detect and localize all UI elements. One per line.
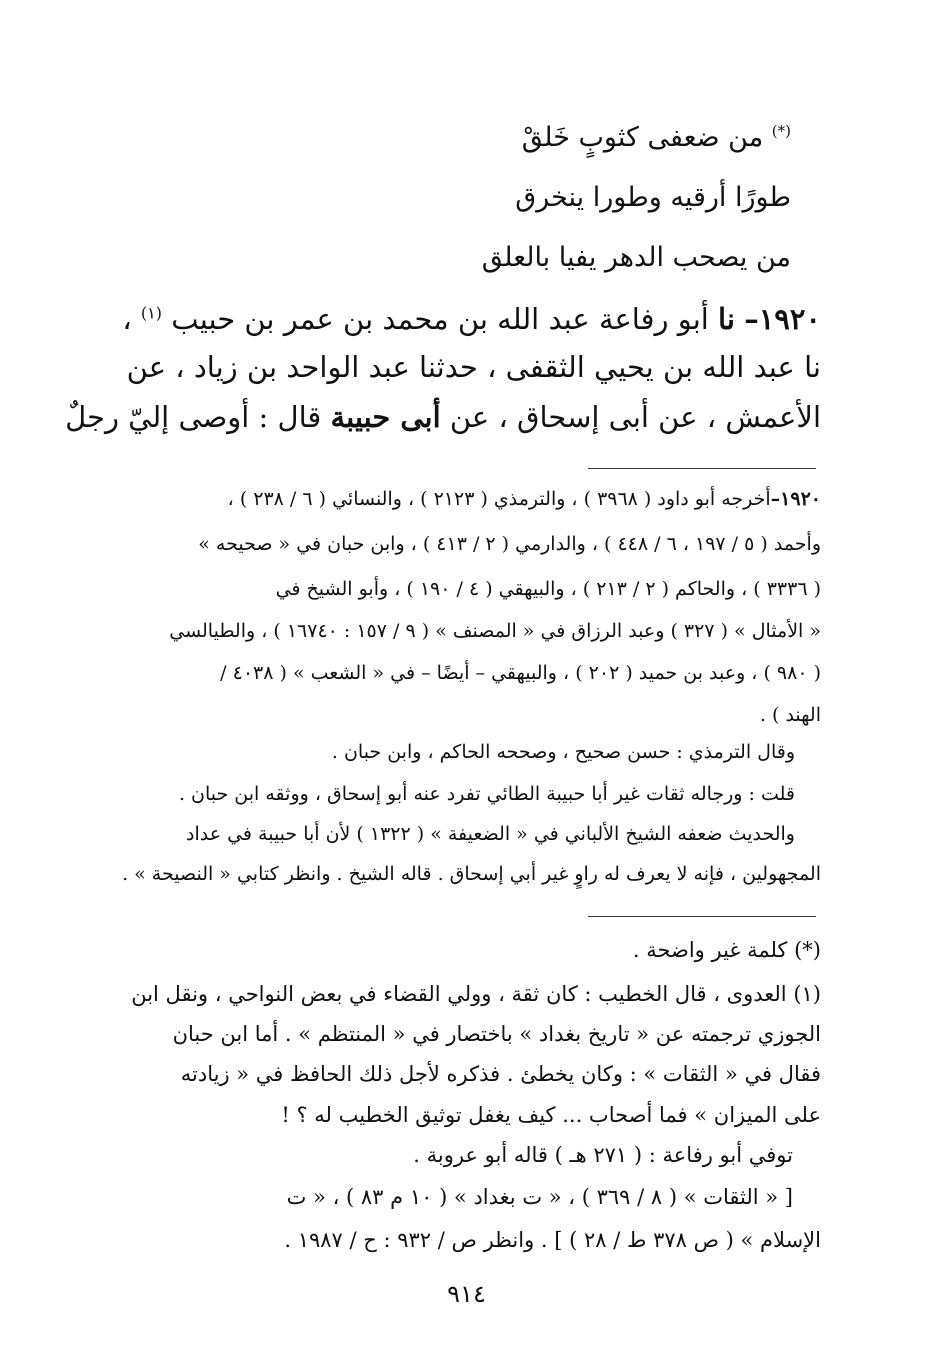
note-one-marker: (١) <box>793 982 821 1006</box>
takhrij-line-10: المجهولين ، فإنه لا يعرف له راوٍ غير أبي إسحاق . قاله الشيخ . وانظر كتابي « النصيحة » . <box>122 863 821 885</box>
note-marker-one: (١) <box>140 303 162 323</box>
takhrij-line-9: والحديث ضعفه الشيخ الألباني في « الضعيفة » ( ١٣٢٢ ) لأن أبا حبيبة في عداد <box>185 823 795 845</box>
note-one-line-4: على الميزان » فما أصحاب ... كيف يغفل توثيق الخطيب له ؟ ! <box>281 1103 821 1127</box>
takhrij-line-5: ( ٩٨٠ ) ، وعبد بن حميد ( ٢٠٢ ) ، والبيهقي – أيضًا – في « الشعب » ( ٤٠٣٨ / <box>220 662 821 684</box>
narrator-name: أبى حبيبة <box>330 400 441 434</box>
note-one-line-3: فقال في « الثقات » : وكان يخطئ . فذكره لأجل ذلك الحافظ في « زيادته <box>180 1062 821 1086</box>
hadith-line-1 <box>122 302 821 336</box>
poem-line-1-text: من ضعفى كثوبٍ خَلقْ <box>521 122 764 153</box>
hadith-lead: نا <box>718 302 735 336</box>
hadith-dash: – <box>744 302 759 336</box>
note-star <box>633 938 821 962</box>
note-one-line-7: الإسلام » ( ص ٣٧٨ ط / ٢٨ ) ] . وانظر ص / ٩٣٢ : ح / ١٩٨٧ . <box>284 1228 821 1252</box>
hadith-line-2: نا عبد الله بن يحيي الثقفى ، حدثنا عبد الواحد بن زياد ، عن <box>126 350 821 384</box>
takhrij-line-8: قلت : ورجاله ثقات غير أبا حبيبة الطائي تفرد عنه أبو إسحاق ، ووثقه ابن حبان . <box>178 783 795 805</box>
note-marker-star: (*) <box>771 122 791 140</box>
hadith-line-3-start: الأعمش ، عن أبى إسحاق ، عن <box>449 400 821 434</box>
hadith-line-3 <box>65 400 821 434</box>
poem-line-1 <box>522 122 791 153</box>
page-number: ٩١٤ <box>447 1280 486 1308</box>
note-star-text: كلمة غير واضحة . <box>632 938 788 962</box>
takhrij-line-7: وقال الترمذي : حسن صحيح ، وصححه الحاكم ، وابن حبان . <box>331 741 795 763</box>
poem-line-2: طورًا أرقيه وطورا ينخرق <box>515 182 791 213</box>
takhrij-line-3: ( ٣٣٣٦ ) ، والحاكم ( ٢ / ٢١٣ ) ، والبيهقي ( ٤ / ١٩٠ ) ، وأبو الشيخ في <box>275 578 821 600</box>
note-star-marker: (*) <box>794 938 821 962</box>
note-one-line-1 <box>131 982 821 1006</box>
hadith-number: ١٩٢٠ <box>758 302 821 336</box>
takhrij-lead: ١٩٢٠– <box>770 488 821 510</box>
takhrij-line-2: وأحمد ( ٥ / ١٩٧ ، ٦ / ٤٤٨ ) ، والدارمي ( ٢ / ٤١٣ ) ، وابن حبان في « صحيحه » <box>198 533 821 555</box>
hadith-line-1-text: أبو رفاعة عبد الله بن محمد بن عمر بن حبيب <box>171 302 709 336</box>
takhrij-line-6: الهند ) . <box>759 704 821 726</box>
poem-line-3: من يصحب الدهر يفيا بالعلق <box>481 242 791 273</box>
hadith-line-1-end: ، <box>122 302 132 336</box>
notes-divider <box>588 916 816 917</box>
note-one-line-2: الجوزي ترجمته عن « تاريخ بغداد » باختصار في « المنتظم » . أما ابن حبان <box>172 1022 821 1046</box>
takhrij-line-1 <box>228 488 821 510</box>
note-one-line-6: [ « الثقات » ( ٨ / ٣٦٩ ) ، « ت بغداد » ( ١٠ م ٨٣ ) ، « ت <box>286 1185 793 1209</box>
note-one-line-5: توفي أبو رفاعة : ( ٢٧١ هـ ) قاله أبو عروبة . <box>413 1143 793 1167</box>
note-one-text: العدوى ، قال الخطيب : كان ثقة ، وولي القضاء في بعض النواحي ، ونقل ابن <box>131 982 787 1006</box>
takhrij-line-1-text: أخرجه أبو داود ( ٣٩٦٨ ) ، والترمذي ( ٢١٢٣ ) ، والنسائي ( ٦ / ٢٣٨ ) ، <box>227 488 771 510</box>
takhrij-divider <box>588 468 816 469</box>
hadith-line-3-end: قال : أوصى إليّ رجلٌ <box>65 400 322 434</box>
takhrij-line-4: « الأمثال » ( ٣٢٧ ) وعبد الرزاق في « المصنف » ( ٩ / ١٥٧ : ١٦٧٤٠ ) ، والطيالسي <box>169 620 821 642</box>
